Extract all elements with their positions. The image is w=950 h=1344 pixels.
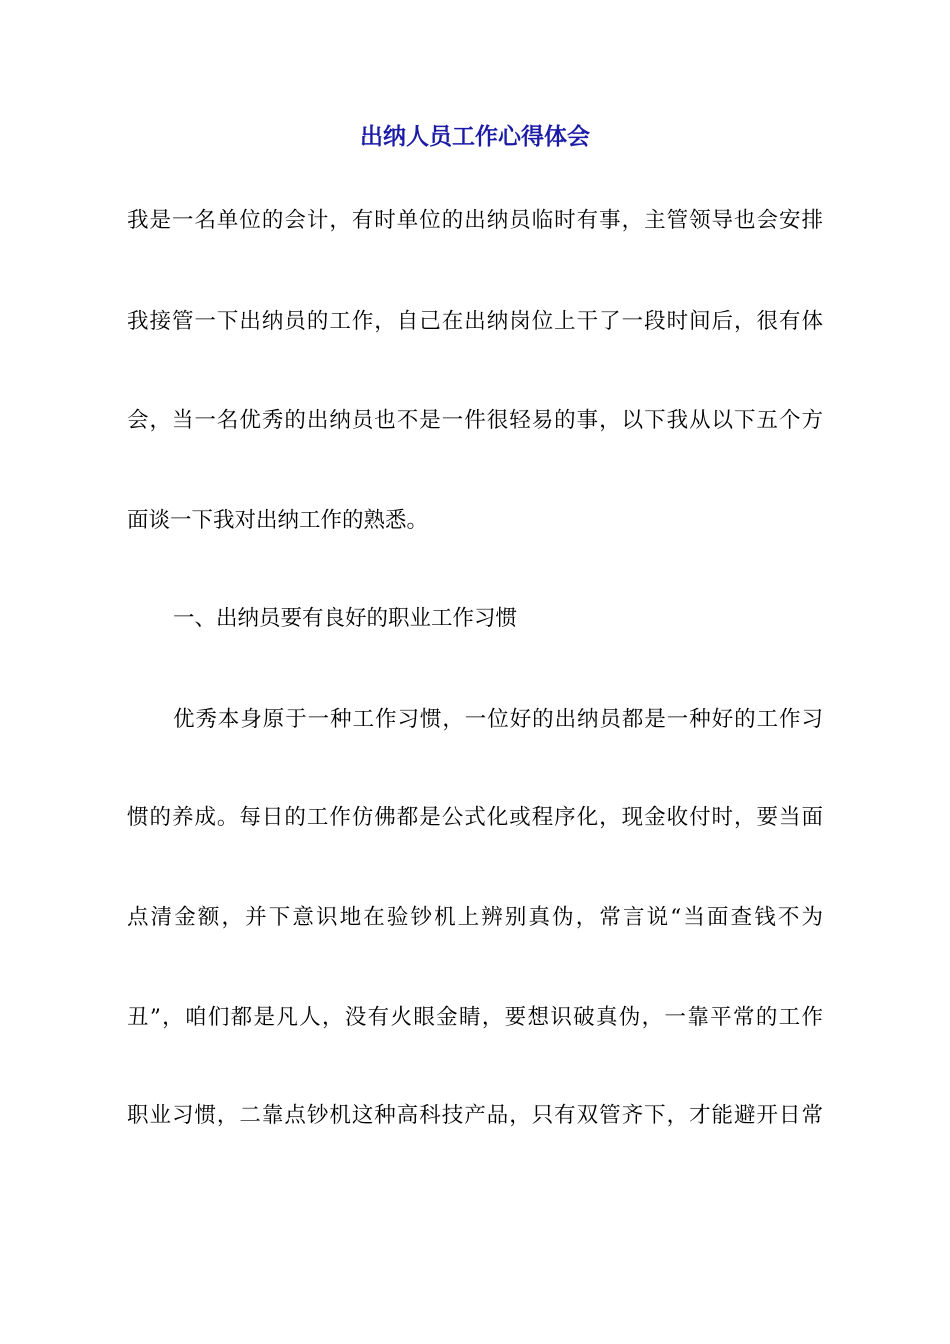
paragraph-line: 面谈一下我对出纳工作的熟悉。 bbox=[127, 508, 429, 533]
paragraph-line: 我接管一下出纳员的工作，自己在出纳岗位上干了一段时间后，很有体 bbox=[127, 309, 823, 334]
paragraph-line: 职业习惯，二靠点钞机这种高科技产品，只有双管齐下，才能避开日常 bbox=[127, 1103, 823, 1128]
paragraph-line: 优秀本身原于一种工作习惯，一位好的出纳员都是一种好的工作习 bbox=[173, 707, 823, 732]
paragraph-line: 我是一名单位的会计，有时单位的出纳员临时有事，主管领导也会安排 bbox=[127, 208, 823, 233]
document-title: 出纳人员工作心得体会 bbox=[360, 124, 590, 150]
paragraph-line: 会，当一名优秀的出纳员也不是一件很轻易的事，以下我从以下五个方 bbox=[127, 408, 823, 433]
paragraph-line: 丑”，咱们都是凡人，没有火眼金睛，要想识破真伪，一靠平常的工作 bbox=[127, 1005, 823, 1030]
paragraph-line: 点清金额，并下意识地在验钞机上辨别真伪，常言说“当面查钱不为 bbox=[127, 905, 823, 930]
section-heading: 一、出纳员要有良好的职业工作习惯 bbox=[173, 606, 518, 631]
paragraph-line: 惯的养成。每日的工作仿佛都是公式化或程序化，现金收付时，要当面 bbox=[127, 805, 823, 830]
